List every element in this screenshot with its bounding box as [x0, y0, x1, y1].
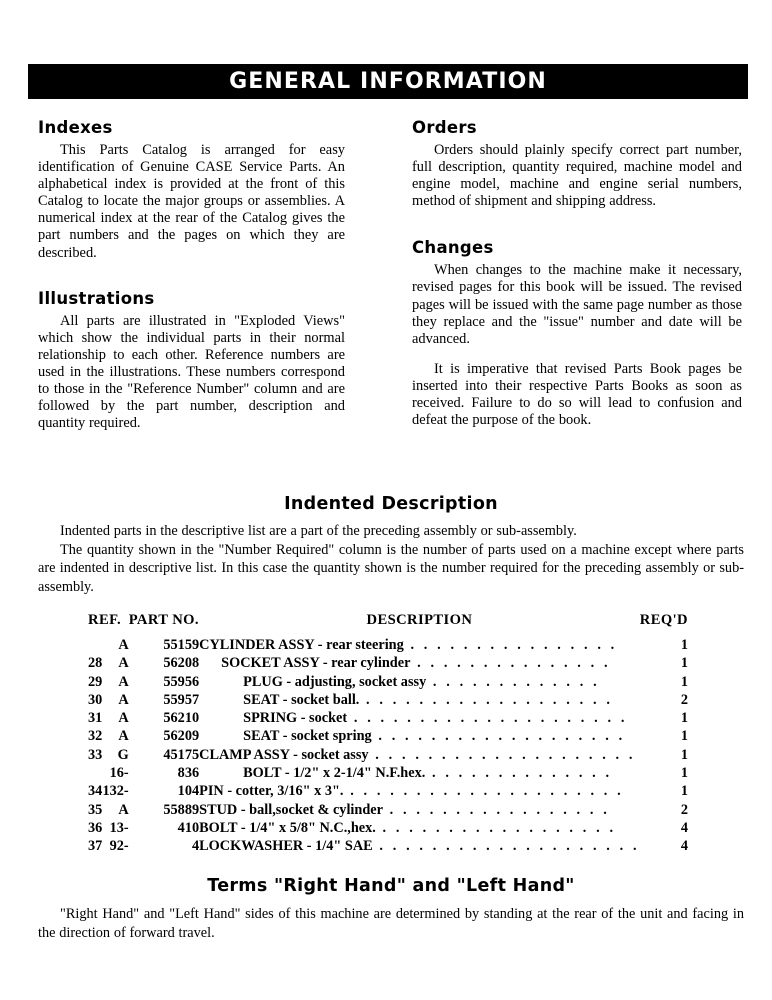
cell-part-number: 55957 [163, 691, 200, 708]
cell-description [199, 727, 640, 745]
column-header-part-no: PART NO. [128, 612, 199, 628]
cell-description [199, 764, 640, 782]
cell-quantity-required: 1 [680, 783, 688, 800]
parts-table [88, 612, 688, 856]
cell-quantity-required: 2 [680, 801, 688, 818]
table-row [88, 782, 688, 800]
cell-quantity-required: 1 [680, 655, 688, 672]
cell-part-group: 13- [109, 819, 129, 836]
column-header-reqd: REQ'D [639, 612, 688, 628]
cell-part-group: 16- [109, 765, 129, 782]
table-row [88, 636, 688, 654]
table-row [88, 673, 688, 691]
page-banner [28, 64, 748, 99]
paragraph-changes-1: When changes to the machine make it necessary, revised pages for this book will be issued. The revised pages will be issued with the same page number as those they replace and the "issue" number and date will be advanced. [412, 262, 742, 347]
section-heading-orders: Orders [412, 118, 477, 137]
cell-part-number: 56209 [163, 728, 200, 745]
section-heading-illustrations: Illustrations [38, 288, 155, 308]
table-row [88, 801, 688, 819]
description-text: SOCKET ASSY - rear cylinder [221, 655, 411, 672]
table-row [88, 764, 688, 782]
table-header-row [88, 612, 688, 636]
table-row [88, 691, 688, 709]
leader-dots: . . . . . . . . . . . . . . . . . . . . [368, 746, 636, 763]
leader-dots: . . . . . . . . . . . . . . . . . [383, 801, 610, 818]
cell-description [199, 837, 640, 855]
cell-ref: 33 [88, 746, 103, 763]
leader-dots: . . . . . . . . . . . . . . . . [403, 637, 618, 653]
leader-dots: . . . . . . . . . . . . . . . [410, 655, 611, 672]
paragraph-orders: Orders should plainly specify correct part number, full description, quantity required, machine model and engine model, machine and engine serial numbers, method of shipment and shipping address. [412, 142, 742, 210]
cell-part-number: 45175 [163, 746, 200, 763]
cell-ref [88, 764, 102, 782]
cell-ref: 35 [88, 801, 103, 818]
cell-part-number: 55889 [163, 801, 200, 818]
description-text: BOLT - 1/4" x 5/8" N.C.,hex. [199, 819, 376, 836]
paragraph-indented-2: The quantity shown in the "Number Required" column is the number of parts used on a machine except where parts are indented in descriptive list. In this case the quantity shown is the number required for the preceding assembly or sub-assembly. [38, 541, 744, 595]
left-column [38, 118, 345, 432]
spacer [412, 223, 742, 238]
cell-description [199, 782, 640, 800]
paragraph-indexes: This Parts Catalog is arranged for easy identification of Genuine CASE Service Parts. An alphabetical index is provided at the front of this Catalog to locate the major groups or assemblies. A numerical index at the rear of the Catalog gives the part numbers and the pages on which they are described. [38, 142, 345, 261]
description-text: SEAT - socket spring [243, 728, 372, 745]
cell-part-group: A [118, 691, 129, 708]
cell-description [199, 673, 640, 691]
cell-quantity-required: 1 [680, 710, 688, 727]
indented-description-section [38, 494, 744, 596]
description-text: SPRING - socket [243, 710, 348, 727]
cell-part-number: 410 [177, 819, 200, 836]
cell-description [199, 654, 640, 672]
cell-part-group: A [118, 728, 129, 745]
cell-quantity-required: 1 [680, 673, 688, 690]
cell-part-group: A [118, 801, 129, 818]
table-row [88, 746, 688, 764]
cell-quantity-required: 1 [680, 746, 688, 763]
table-row [88, 654, 688, 672]
leader-dots: . . . . . . . . . . . . . . . . . . . [371, 728, 626, 745]
description-text: LOCKWASHER - 1/4" SAE [199, 838, 373, 855]
description-text: STUD - ball,socket & cylinder [199, 801, 383, 818]
cell-quantity-required: 4 [680, 819, 688, 836]
cell-part-number: 836 [177, 765, 200, 782]
description-text: CYLINDER ASSY - rear steering [199, 637, 404, 653]
cell-part-group: 92- [109, 838, 129, 855]
cell-quantity-required: 1 [680, 765, 688, 782]
leader-dots: . . . . . . . . . . . . . . . . . . . . . [347, 710, 628, 727]
cell-part-number: 55956 [163, 673, 200, 690]
table-row [88, 837, 688, 855]
cell-description [199, 636, 640, 654]
leader-dots: . . . . . . . . . . . . . . [425, 765, 613, 782]
cell-part-number: 104 [177, 783, 200, 800]
parts-table-body [88, 636, 688, 856]
cell-part-number: 55159 [163, 637, 200, 653]
cell-part-group: A [118, 673, 129, 690]
cell-part-number: 4 [191, 838, 200, 855]
section-heading-indented-description: Indented Description [284, 494, 498, 514]
cell-ref: 36 [88, 819, 103, 836]
cell-ref: 32 [88, 728, 103, 745]
spacer [38, 275, 345, 289]
cell-ref: 29 [88, 673, 103, 690]
right-column [412, 118, 742, 429]
table-row [88, 819, 688, 837]
description-text: PIN - cotter, 3/16" x 3". [199, 783, 344, 800]
cell-description [199, 801, 640, 819]
section-heading-changes: Changes [412, 238, 494, 258]
cell-ref: 34 [88, 783, 103, 800]
cell-part-number: 56208 [163, 655, 200, 672]
parts-table-container [88, 612, 688, 856]
cell-description [199, 691, 640, 709]
table-row [88, 727, 688, 745]
cell-quantity-required: 1 [680, 728, 688, 745]
leader-dots: . . . . . . . . . . . . . [426, 673, 600, 690]
page-title: GENERAL INFORMATION [229, 68, 547, 94]
cell-ref: 31 [88, 710, 103, 727]
cell-description [199, 819, 640, 837]
cell-description [199, 746, 640, 764]
leader-dots: . . . . . . . . . . . . . . . . . . . [359, 691, 613, 708]
cell-part-group: G [117, 746, 129, 763]
section-heading-terms: Terms "Right Hand" and "Left Hand" [207, 876, 575, 896]
cell-part-group: A [118, 637, 129, 653]
description-text: SEAT - socket ball. [243, 691, 360, 708]
column-header-description: DESCRIPTION [366, 612, 473, 628]
paragraph-changes-2: It is imperative that revised Parts Book pages be inserted into their respective Parts Books as soon as received. Failure to do so will lead to confusion and defeat the purpose of the book. [412, 360, 742, 429]
cell-ref [88, 636, 102, 654]
paragraph-terms: "Right Hand" and "Left Hand" sides of this machine are determined by standing at the rear of the unit and facing in the direction of forward travel. [38, 906, 744, 941]
cell-part-group: A [118, 655, 129, 672]
cell-part-number: 56210 [163, 710, 200, 727]
paragraph-indented-1: Indented parts in the descriptive list are a part of the preceding assembly or sub-assembly. [60, 523, 577, 539]
cell-ref: 28 [88, 655, 103, 672]
leader-dots: . . . . . . . . . . . . . . . . . . [375, 819, 617, 836]
terms-section [38, 876, 744, 942]
description-text: BOLT - 1/2" x 2-1/4" N.F.hex. [243, 765, 426, 782]
column-header-ref: REF. [88, 612, 122, 628]
table-row [88, 709, 688, 727]
cell-quantity-required: 4 [680, 838, 688, 855]
leader-dots: . . . . . . . . . . . . . . . . . . . . [372, 838, 640, 855]
section-heading-indexes: Indexes [38, 118, 113, 137]
cell-ref: 37 [88, 838, 103, 855]
cell-quantity-required: 2 [680, 691, 688, 708]
paragraph-illustrations: All parts are illustrated in "Exploded Views" which show the individual parts in their normal relationship to each other. Reference numbers are used in the illustrations. These numbers correspond to those in the "Reference Number" column and are followed by the part number, description and quantity required. [38, 312, 345, 432]
leader-dots: . . . . . . . . . . . . . . . . . . . . . [343, 783, 624, 800]
cell-quantity-required: 1 [680, 637, 688, 653]
cell-ref: 30 [88, 691, 103, 708]
description-text: PLUG - adjusting, socket assy [243, 673, 427, 690]
cell-part-group: A [118, 710, 129, 727]
cell-part-group: 132- [102, 783, 129, 800]
cell-description [199, 709, 640, 727]
description-text: CLAMP ASSY - socket assy [199, 746, 369, 763]
